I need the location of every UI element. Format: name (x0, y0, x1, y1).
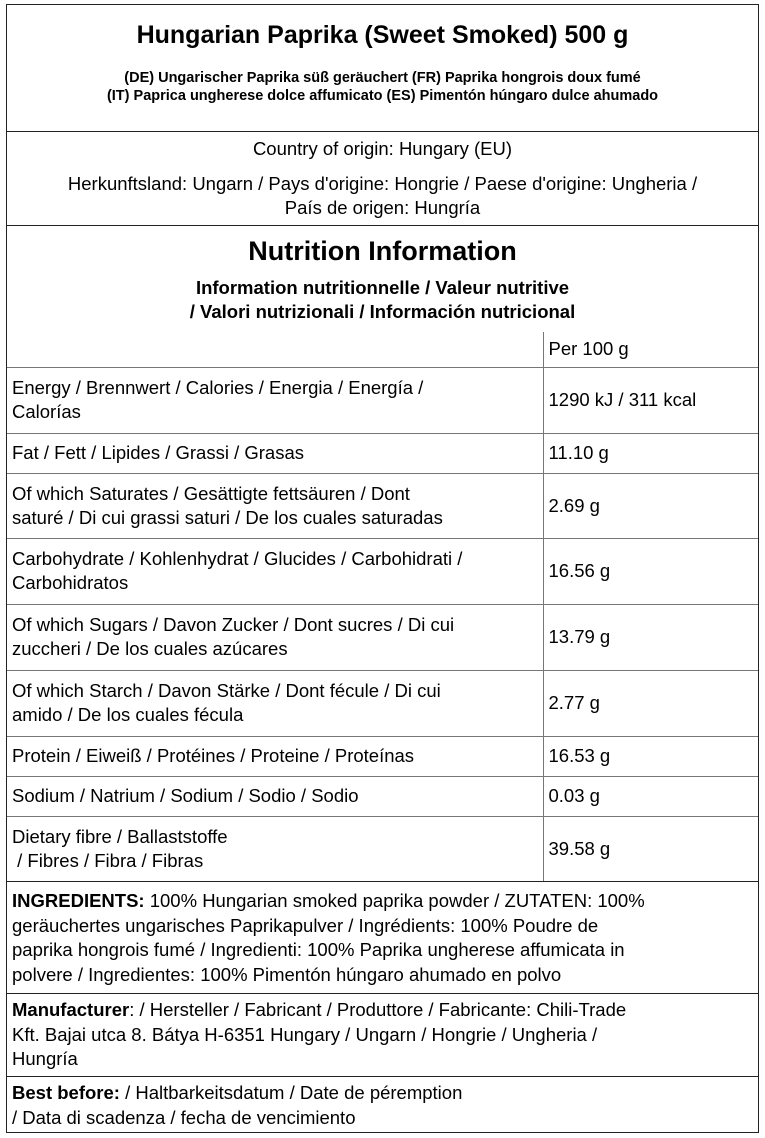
nutrient-label: Of which Starch / Davon Stärke / Dont fécule / Di cui amido / De los cuales fécula (7, 670, 543, 736)
nutrition-subheading-line2: / Valori nutrizionali / Información nutricional (189, 301, 576, 322)
nutrient-label: Dietary fibre / Ballaststoffe / Fibres / Fibra / Fibras (7, 816, 543, 881)
best-before-label: Best before: (12, 1082, 120, 1103)
origin-translations-line1: Herkunftsland: Ungarn / Pays d'origine: Hongrie / Paese d'origine: Ungheria / (67, 173, 698, 194)
table-row (7, 604, 758, 670)
table-row (7, 367, 758, 433)
table-row (7, 433, 758, 473)
nutrient-value: 11.10 g (543, 433, 758, 473)
best-before-text-line1: / Haltbarkeitsdatum / Date de péremption (119, 1082, 463, 1103)
best-before-text-line2: / Data di scadenza / fecha de vencimiento (12, 1106, 356, 1128)
nutrient-value: 2.69 g (543, 473, 758, 538)
nutrient-label: Fat / Fett / Lipides / Grassi / Grasas (7, 433, 543, 473)
manufacturer-text-line2: Kft. Bajai utca 8. Bátya H-6351 Hungary / Ungarn / Hongrie / Ungheria / (12, 1023, 598, 1045)
origin-translations-line2: País de origen: Hungría (284, 197, 481, 218)
product-label (6, 4, 759, 1133)
country-of-origin: Country of origin: Hungary (EU) (252, 138, 513, 159)
nutrient-value: 13.79 g (543, 604, 758, 670)
ingredients-label: INGREDIENTS: (12, 890, 145, 911)
nutrient-label: Of which Sugars / Davon Zucker / Dont sucres / Di cui zuccheri / De los cuales azúcares (7, 604, 543, 670)
table-row (7, 670, 758, 736)
manufacturer-text-line1: : / Hersteller / Fabricant / Produttore / Fabricante: Chili-Trade (129, 999, 627, 1020)
ingredients-text-line4: polvere / Ingredientes: 100% Pimentón húngaro ahumado en polvo (12, 963, 562, 985)
nutrient-value: 39.58 g (543, 816, 758, 881)
product-title: Hungarian Paprika (Sweet Smoked) 500 g (136, 21, 629, 49)
manufacturer-section (7, 994, 758, 1077)
nutrition-subheading-line1: Information nutritionnelle / Valeur nutritive (195, 277, 570, 298)
nutrient-value: 1290 kJ / 311 kcal (543, 367, 758, 433)
best-before-section (7, 1077, 758, 1132)
nutrient-label: Protein / Eiweiß / Protéines / Proteine / Proteínas (7, 736, 543, 776)
nutrient-label: Of which Saturates / Gesättigte fettsäuren / Dont saturé / Di cui grassi saturi / De los cuales saturadas (7, 473, 543, 538)
nutrition-table (7, 332, 758, 882)
ingredients-text-line1: 100% Hungarian smoked paprika powder / ZUTATEN: 100% (144, 890, 645, 911)
per-100g-header: Per 100 g (543, 332, 758, 367)
empty-header-cell (7, 332, 543, 367)
table-header-row (7, 332, 758, 367)
nutrient-value: 0.03 g (543, 776, 758, 816)
nutrition-heading: Nutrition Information (248, 236, 517, 266)
table-row (7, 736, 758, 776)
table-row (7, 816, 758, 881)
origin-section (7, 132, 758, 226)
nutrient-label: Sodium / Natrium / Sodium / Sodio / Sodio (7, 776, 543, 816)
nutrient-label: Carbohydrate / Kohlenhydrat / Glucides / Carbohidrati / Carbohidratos (7, 538, 543, 604)
ingredients-text-line2: geräuchertes ungarisches Paprikapulver / Ingrédients: 100% Poudre de (12, 914, 599, 936)
title-translations-line1: (DE) Ungarischer Paprika süß geräuchert (FR) Paprika hongrois doux fumé (124, 70, 641, 86)
manufacturer-text-line3: Hungría (12, 1048, 78, 1069)
table-row (7, 776, 758, 816)
ingredients-section (7, 881, 758, 994)
ingredients-text-line3: paprika hongrois fumé / Ingredienti: 100% Paprika ungherese affumicata in (12, 939, 625, 960)
nutrient-value: 16.56 g (543, 538, 758, 604)
nutrient-label: Energy / Brennwert / Calories / Energia / Energía / Calorías (7, 367, 543, 433)
nutrition-heading-section (7, 226, 758, 332)
nutrient-value: 16.53 g (543, 736, 758, 776)
table-row (7, 538, 758, 604)
nutrient-value: 2.77 g (543, 670, 758, 736)
title-translations-line2: (IT) Paprica ungherese dolce affumicato (ES) Pimentón húngaro dulce ahumado (106, 88, 659, 104)
table-row (7, 473, 758, 538)
label-header (7, 5, 758, 132)
manufacturer-label: Manufacturer (12, 999, 130, 1020)
